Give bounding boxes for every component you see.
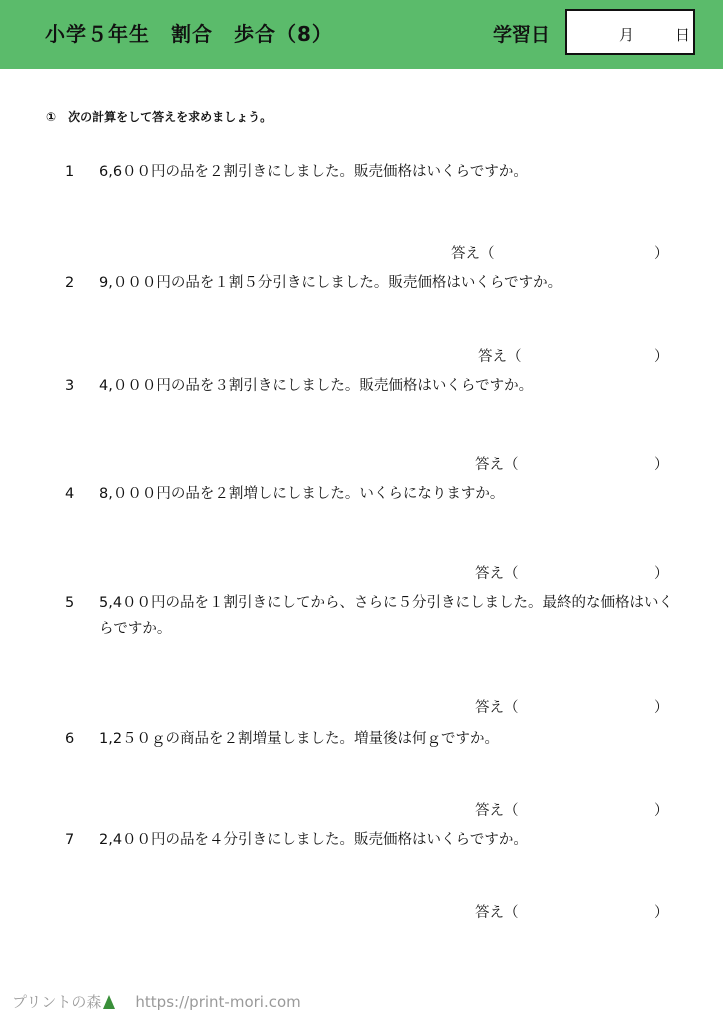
instruction-number: ① [46, 110, 57, 124]
question-number: 6 [65, 731, 75, 747]
question-4 [65, 481, 685, 507]
answer-label: 答え（ [451, 246, 495, 262]
question-2 [65, 270, 685, 296]
answer-7 [475, 901, 669, 922]
answer-4 [475, 562, 669, 583]
study-date-box [565, 9, 695, 55]
answer-6 [475, 799, 669, 820]
question-text: 1,2５０ｇの商品を２割増量しました。増量後は何ｇですか。 [99, 731, 500, 747]
day-label: 日 [675, 26, 691, 44]
answer-2 [478, 345, 669, 366]
instruction-text: 次の計算をして答えを求めましょう。 [68, 110, 273, 124]
tree-icon [103, 995, 115, 1009]
question-number: 7 [65, 832, 75, 848]
question-3 [65, 373, 685, 399]
answer-label: 答え（ [475, 905, 519, 921]
answer-5 [475, 696, 669, 717]
month-label: 月 [619, 26, 635, 44]
answer-close: ） [654, 803, 669, 819]
question-number: 2 [65, 275, 75, 291]
answer-label: 答え（ [475, 803, 519, 819]
question-5 [65, 590, 685, 642]
answer-label: 答え（ [475, 457, 519, 473]
question-text: 5,4００円の品を１割引きにしてから、さらに５分引きにしました。最終的な価格はいくらですか。 [99, 595, 674, 637]
answer-close: ） [654, 905, 669, 921]
question-text: 8,０００円の品を２割増しにしました。いくらになりますか。 [99, 486, 505, 502]
site-url[interactable]: https://print-mori.com [135, 993, 301, 1011]
question-text: 4,０００円の品を３割引きにしました。販売価格はいくらですか。 [99, 378, 534, 394]
answer-close: ） [654, 349, 669, 365]
answer-label: 答え（ [475, 566, 519, 582]
header-bar [0, 0, 723, 69]
answer-close: ） [654, 457, 669, 473]
answer-label: 答え（ [475, 700, 519, 716]
answer-close: ） [654, 700, 669, 716]
answer-close: ） [654, 246, 669, 262]
answer-3 [475, 453, 669, 474]
question-text: 2,4００円の品を４分引きにしました。販売価格はいくらですか。 [99, 832, 528, 848]
question-number: 4 [65, 486, 75, 502]
answer-label: 答え（ [478, 349, 522, 365]
page-title: 小学５年生 割合 歩合（8） [45, 22, 333, 46]
site-name: プリントの森 [12, 993, 102, 1011]
answer-1 [451, 242, 669, 263]
answer-close: ） [654, 566, 669, 582]
question-6 [65, 726, 685, 752]
question-number: 5 [65, 595, 75, 611]
instruction [46, 108, 272, 125]
question-text: 6,6００円の品を２割引きにしました。販売価格はいくらですか。 [99, 164, 528, 180]
question-7 [65, 827, 685, 853]
study-date-label: 学習日 [493, 24, 551, 46]
question-number: 1 [65, 164, 75, 180]
footer [12, 991, 301, 1012]
question-1 [65, 159, 685, 185]
question-text: 9,０００円の品を１割５分引きにしました。販売価格はいくらですか。 [99, 275, 563, 291]
question-number: 3 [65, 378, 75, 394]
